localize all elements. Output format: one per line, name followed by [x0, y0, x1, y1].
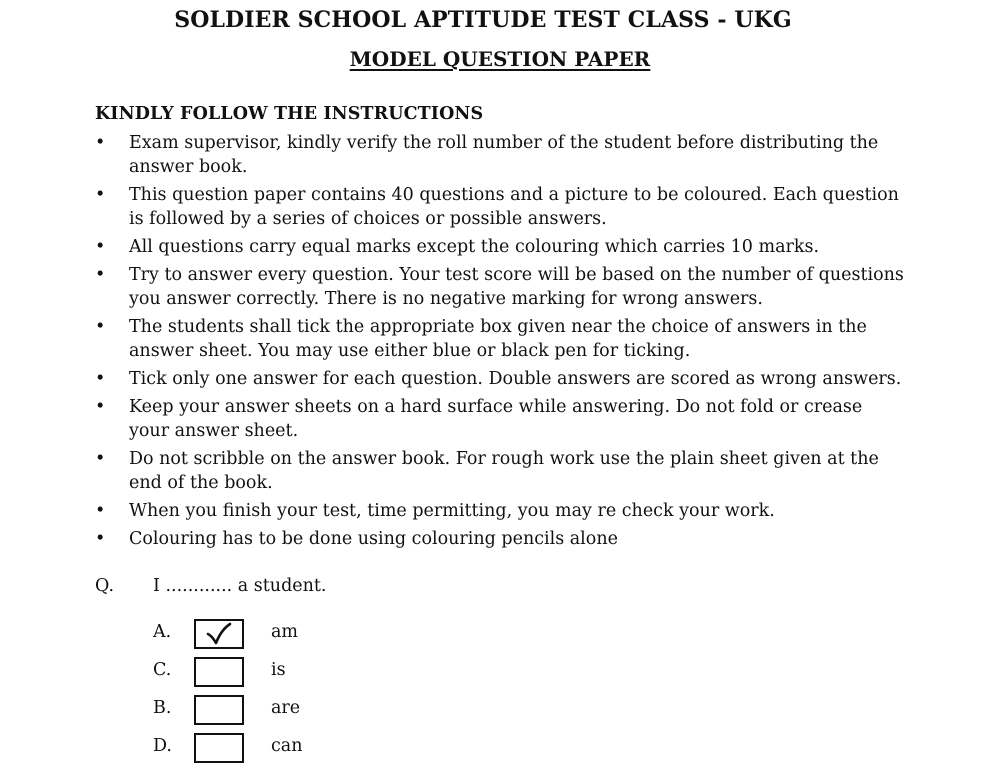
page-subtitle: MODEL QUESTION PAPER	[349, 47, 651, 71]
page-title: SOLDIER SCHOOL APTITUDE TEST CLASS - UKG	[174, 7, 792, 33]
instructions-list	[95, 131, 907, 555]
bullet: •	[95, 529, 106, 549]
instruction-item	[95, 131, 907, 179]
bullet: •	[95, 397, 106, 417]
instruction-text: Do not scribble on the answer book. For rough work use the plain sheet given at the end of the book.	[129, 449, 879, 493]
bullet: •	[95, 185, 106, 205]
instruction-text: When you finish your test, time permitting, you may re check your work.	[129, 501, 775, 521]
instruction-item	[95, 447, 907, 495]
answer-checkbox[interactable]	[194, 733, 244, 763]
instruction-text: Try to answer every question. Your test score will be based on the number of questions you answer correctly. There is no negative marking for wrong answers.	[129, 265, 904, 309]
question-row	[95, 574, 327, 598]
bullet: •	[95, 133, 106, 153]
bullet: •	[95, 369, 106, 389]
instruction-text: Keep your answer sheets on a hard surface while answering. Do not fold or crease your answer sheet.	[129, 397, 863, 441]
instruction-item	[95, 183, 907, 231]
option-text: is	[271, 660, 286, 680]
instruction-item	[95, 235, 907, 259]
option-letter: B.	[153, 698, 172, 718]
instruction-text: Colouring has to be done using colouring pencils alone	[129, 529, 618, 549]
instruction-item	[95, 315, 907, 363]
option-letter: C.	[153, 660, 172, 680]
option-letter: D.	[153, 736, 172, 756]
instruction-text: The students shall tick the appropriate box given near the choice of answers in the answer sheet. You may use either blue or black pen for ticking.	[129, 317, 867, 361]
bullet: •	[95, 317, 106, 337]
checkmark-icon	[206, 622, 232, 646]
instruction-item	[95, 263, 907, 311]
instruction-item	[95, 395, 907, 443]
answer-checkbox[interactable]	[194, 695, 244, 725]
bullet: •	[95, 449, 106, 469]
instruction-text: Tick only one answer for each question. Double answers are scored as wrong answers.	[129, 369, 902, 389]
option-text: am	[271, 622, 299, 642]
instruction-text: This question paper contains 40 questions and a picture to be coloured. Each question is followed by a series of choices or possible answers.	[129, 185, 899, 229]
bullet: •	[95, 265, 106, 285]
option-text: are	[271, 698, 301, 718]
question-number: Q.	[95, 576, 115, 596]
instruction-item	[95, 367, 907, 391]
instruction-text: Exam supervisor, kindly verify the roll number of the student before distributing the answer book.	[129, 133, 879, 177]
option-text: can	[271, 736, 303, 756]
bullet: •	[95, 237, 106, 257]
question-text: I ............ a student.	[153, 576, 327, 596]
bullet: •	[95, 501, 106, 521]
answer-checkbox[interactable]	[194, 657, 244, 687]
instructions-heading: KINDLY FOLLOW THE INSTRUCTIONS	[95, 104, 484, 124]
instruction-item	[95, 527, 907, 551]
answer-checkbox[interactable]	[194, 619, 244, 649]
instruction-text: All questions carry equal marks except the colouring which carries 10 marks.	[129, 237, 820, 257]
option-letter: A.	[153, 622, 172, 642]
instruction-item	[95, 499, 907, 523]
